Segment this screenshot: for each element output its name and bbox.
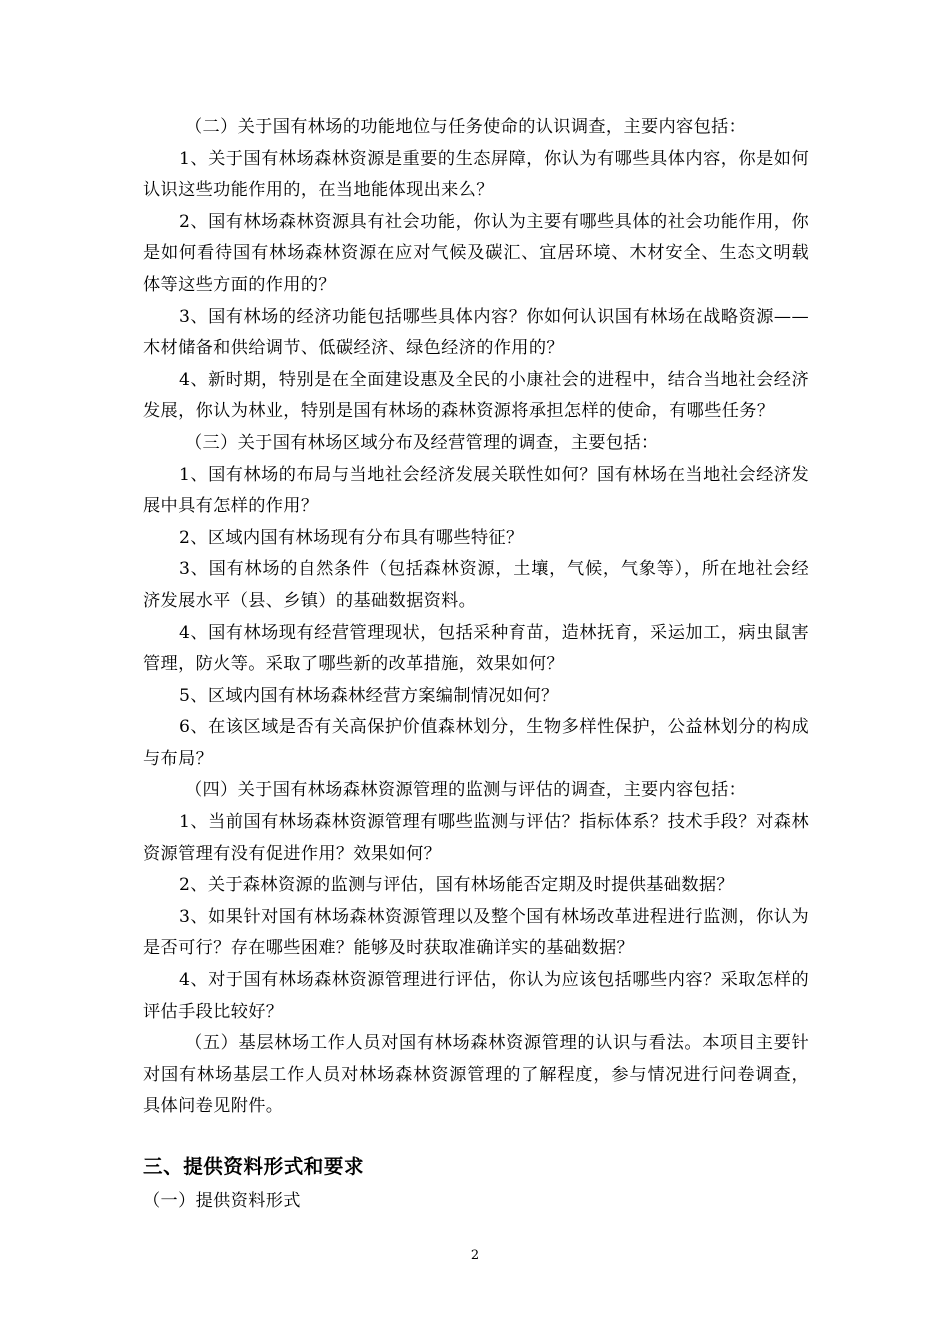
paragraph-item: 3、如果针对国有林场森林资源管理以及整个国有林场改革进程进行监测，你认为是否可行？存在哪些困难？能够及时获取准确详实的基础数据？ — [143, 906, 809, 959]
paragraph-item: 3、国有林场的经济功能包括哪些具体内容？你如何认识国有林场在战略资源——木材储备和供给调节、低碳经济、绿色经济的作用的？ — [143, 306, 809, 359]
paragraph-section-5: （五）基层林场工作人员对国有林场森林资源管理的认识与看法。本项目主要针对国有林场基层工作人员对林场森林资源管理的了解程度，参与情况进行问卷调查，具体问卷见附件。 — [143, 1033, 809, 1117]
paragraph-item: 4、新时期，特别是在全面建设惠及全民的小康社会的进程中，结合当地社会经济发展，你认为林业，特别是国有林场的森林资源将承担怎样的使命，有哪些任务？ — [143, 369, 809, 422]
paragraph-item: 2、区域内国有林场现有分布具有哪些特征？ — [179, 527, 524, 548]
paragraph-section-4: （四）关于国有林场森林资源管理的监测与评估的调查，主要内容包括： — [185, 780, 747, 801]
section-heading: 三、提供资料形式和要求 — [143, 1155, 365, 1178]
paragraph-item: 1、关于国有林场森林资源是重要的生态屏障，你认为有哪些具体内容，你是如何认识这些功能作用的，在当地能体现出来么？ — [143, 148, 809, 201]
paragraph-item: 2、国有林场森林资源具有社会功能，你认为主要有哪些具体的社会功能作用，你是如何看待国有林场森林资源在应对气候及碳汇、宜居环境、木材安全、生态文明载体等这些方面的作用的？ — [143, 211, 809, 295]
paragraph-item: 6、在该区域是否有关高保护价值森林划分，生物多样性保护，公益林划分的构成与布局？ — [143, 717, 809, 769]
paragraph-section-2: （二）关于国有林场的功能地位与任务使命的认识调查，主要内容包括： — [185, 117, 747, 137]
paragraph-item: 2、关于森林资源的监测与评估，国有林场能否定期及时提供基础数据？ — [179, 875, 734, 896]
document-page — [143, 112, 809, 1218]
paragraph-item: 1、当前国有林场森林资源管理有哪些监测与评估？指标体系？技术手段？对森林资源管理有没有促进作用？效果如何？ — [143, 812, 809, 864]
subheading: （一）提供资料形式 — [143, 1191, 301, 1211]
paragraph-item: 5、区域内国有林场森林经营方案编制情况如何？ — [179, 685, 559, 706]
paragraph-item: 1、国有林场的布局与当地社会经济发展关联性如何？国有林场在当地社会经济发展中具有怎样的作用？ — [143, 464, 809, 517]
paragraph-item: 3、国有林场的自然条件（包括森林资源，土壤，气候，气象等），所在地社会经济发展水平（县、乡镇）的基础数据资料。 — [143, 559, 809, 611]
page-number: 2 — [470, 1248, 480, 1263]
paragraph-item: 4、对于国有林场森林资源管理进行评估，你认为应该包括哪些内容？采取怎样的评估手段比较好？ — [143, 970, 809, 1022]
paragraph-item: 4、国有林场现有经营管理现状，包括采种育苗，造林抚育，采运加工，病虫鼠害管理，防火等。采取了哪些新的改革措施，效果如何？ — [143, 622, 809, 675]
paragraph-section-3: （三）关于国有林场区域分布及经营管理的调查，主要包括： — [185, 432, 659, 453]
